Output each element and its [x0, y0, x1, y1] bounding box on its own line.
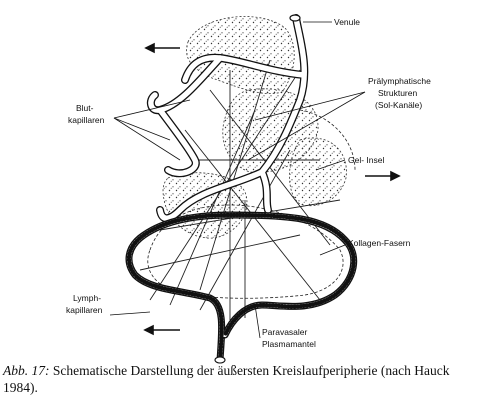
label-praelymph-1: Prälymphatische [368, 76, 431, 86]
label-paravasal-1: Paravasaler [262, 327, 308, 337]
gel-island-right [290, 138, 347, 206]
label-praelymph-2: Strukturen [378, 88, 418, 98]
label-paravasal-2: Plasmamantel [262, 339, 316, 349]
label-gel-insel: Gel- Insel [348, 155, 385, 165]
label-lymph-1: Lymph- [73, 293, 102, 303]
label-lymph-2: kapillaren [66, 305, 103, 315]
label-kollagen: Kollagen-Fasern [348, 238, 411, 248]
label-blut-2: kapillaren [68, 115, 105, 125]
label-blut-1: Blut- [76, 103, 94, 113]
caption-prefix: Abb. 17: [3, 363, 50, 378]
label-praelymph-3: (Sol-Kanäle) [375, 100, 423, 110]
caption-text: Schematische Darstellung der äußersten Kreislaufperipherie (nach Hauck 1984). [3, 363, 450, 395]
label-venule: Venule [334, 17, 360, 27]
figure-caption [3, 362, 479, 396]
